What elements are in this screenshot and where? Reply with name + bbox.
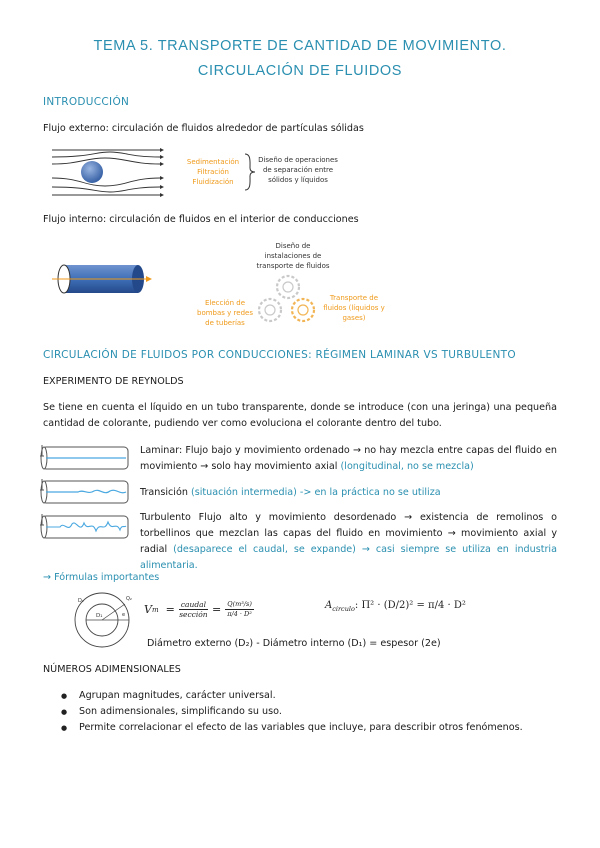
laminar-tube-figure: [38, 443, 134, 473]
gears-icon: [248, 272, 328, 330]
label-e: e: [122, 612, 126, 618]
pipe-figure: [52, 262, 152, 296]
list-item: ● Son adimensionales, simplificando su uso.: [61, 704, 561, 720]
gear-top-label: Diseño de instalaciones de transporte de fluidos: [256, 242, 330, 270]
list-item: ● Permite correlacionar el efecto de las variables que incluye, para describir otros fenómenos.: [61, 720, 561, 736]
transition-tube-figure: [38, 477, 134, 507]
reynolds-heading: EXPERIMENTO DE REYNOLDS: [43, 376, 184, 387]
dimensionless-list: [61, 688, 561, 736]
op-fluidization: Fluidización: [192, 178, 234, 186]
area-formula: $A_{circulo}$: Π² · (D/2)² = π/4 · D²: [325, 600, 466, 613]
brace-icon: [243, 152, 257, 192]
label-q2: Q₂: [126, 596, 132, 602]
external-flow-text: Flujo externo: circulación de fluidos alrededor de partículas sólidas: [43, 123, 364, 134]
dimensionless-heading: NÚMEROS ADIMENSIONALES: [43, 664, 181, 675]
section-heading-intro: INTRODUCCIÓN: [43, 96, 130, 108]
external-note: Diseño de operaciones de separación entre sólidos y líquidos: [258, 156, 338, 184]
op-filtration: Filtración: [197, 168, 229, 176]
list-item: ● Agrupan magnitudes, carácter universal.: [61, 688, 561, 704]
gear-right-label: Transporte de fluidos (líquidos y gases): [323, 294, 385, 322]
label-d1: D₁: [96, 613, 103, 619]
internal-flow-text: Flujo interno: circulación de fluidos en el interior de conducciones: [43, 214, 359, 225]
section-heading-regime: CIRCULACIÓN DE FLUIDOS POR CONDUCCIONES: RÉGIMEN LAMINAR VS TURBULENTO: [43, 349, 516, 361]
gear-left-label: Elección de bombas y redes de tuberías: [197, 299, 253, 327]
label-d2: D₂: [78, 598, 84, 604]
sphere-flow-figure: [50, 142, 170, 202]
diameter-relation: Diámetro externo (D₂) - Diámetro interno (D₁) = espesor (2e): [147, 638, 441, 649]
page-title: TEMA 5. TRANSPORTE DE CANTIDAD DE MOVIMIENTO.: [93, 38, 507, 54]
turbulent-description: Turbulento Flujo alto y movimiento desordenado → existencia de remolinos o torbellinos que mezclan las capas del fluido en movimiento → movimiento axial y radial (desaparece el caudal, se expande) → casi siempre se utiliza en industria alimentaria.: [140, 512, 557, 571]
op-sedimentation: Sedimentación: [186, 158, 240, 166]
transition-description: Transición (situación intermedia) -> en la práctica no se utiliza: [140, 487, 441, 498]
formulas-heading: → Fórmulas importantes: [43, 572, 160, 583]
page-subtitle: CIRCULACIÓN DE FLUIDOS: [197, 63, 403, 79]
reynolds-intro: Se tiene en cuenta el líquido en un tubo transparente, donde se introduce (con una jeringa) una pequeña cantidad de colorante, pudiendo ver como evoluciona el colorante dentro del tubo.: [43, 402, 557, 429]
laminar-description: Laminar: Flujo bajo y movimiento ordenado → no hay mezcla entre capas del fluido en movimiento → solo hay movimiento axial (longitudinal, no se mezcla): [140, 445, 557, 472]
turbulent-tube-figure: [38, 512, 134, 542]
pipe-cross-section-figure: [70, 590, 134, 648]
velocity-formula: V m = caudal sección = $\frac{\text{Q(m³/s)}}{\text{π/4 · D²}}$: [144, 600, 252, 619]
external-ops-list: [178, 157, 248, 187]
